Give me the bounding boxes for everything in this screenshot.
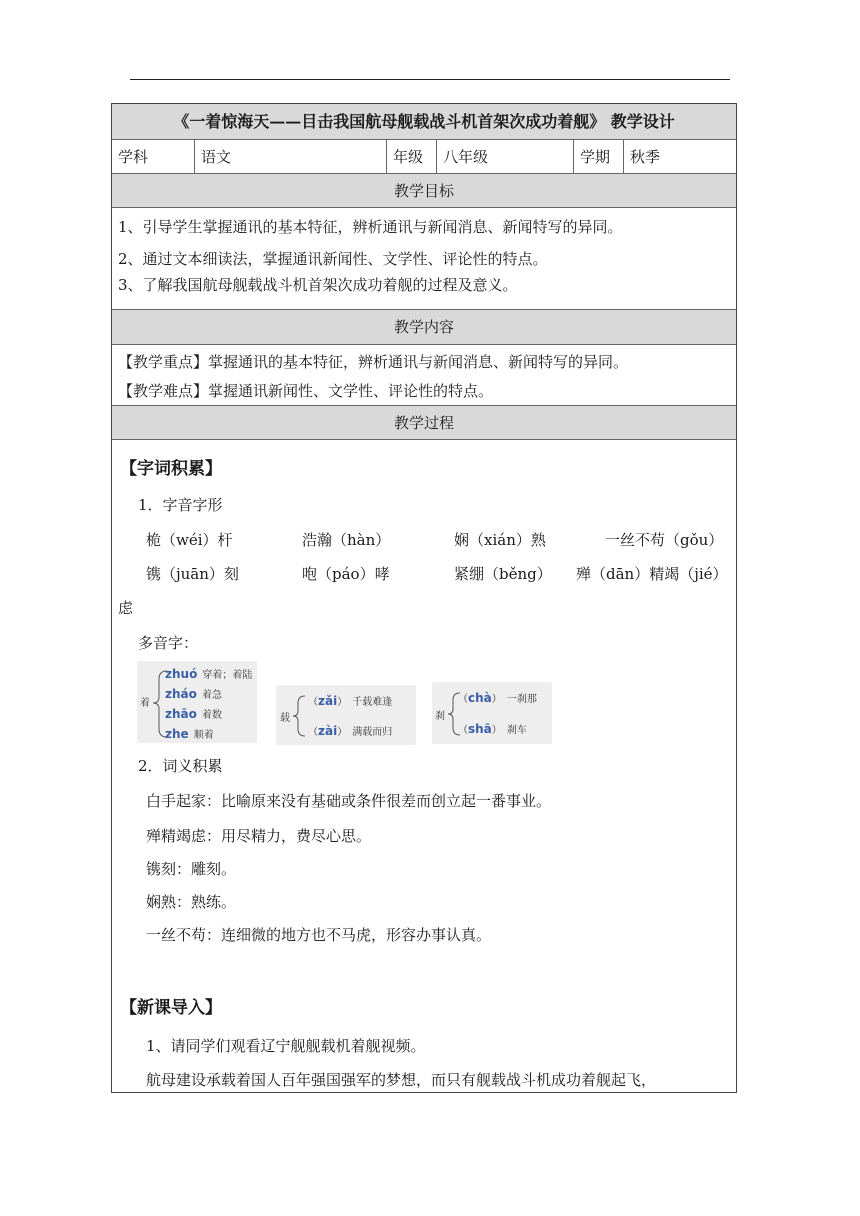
example-word: 满载而归: [352, 727, 393, 738]
polyphone-label: 多音字：: [138, 634, 199, 652]
subject-label: 学科: [112, 140, 195, 174]
polyphone-zai-image: 载 （zǎi） 千载难逢 （zài） 满载而归: [276, 685, 416, 745]
objective-1: 1、引导学生掌握通讯的基本特征，辨析通讯与新闻消息、新闻特写的异同。: [118, 218, 623, 236]
example-word: 一刹那: [506, 694, 537, 705]
example-word: 顺着: [193, 730, 214, 741]
pinyin: zài: [318, 724, 338, 738]
pinyin: zǎi: [318, 694, 338, 708]
pinyin: shā: [468, 722, 492, 736]
word-item: 桅（wéi）杆: [146, 531, 233, 549]
word-item-wrap: 虑: [118, 599, 134, 617]
word-item: 一丝不苟（gǒu）: [605, 531, 724, 549]
subject-value: 语文: [195, 140, 387, 174]
example-word: 刹车: [506, 725, 527, 736]
pinyin: zhuó: [165, 667, 198, 681]
word-item: 浩瀚（hàn）: [302, 531, 391, 549]
pinyin: zhe: [165, 727, 189, 741]
objectives-body: [112, 208, 736, 310]
intro-line-2: 航母建设承载着国人百年强国强军的梦想，而只有舰载战斗机成功着舰起飞，: [146, 1071, 657, 1089]
meaning-item: 殚精竭虑：用尽精力，费尽心思。: [146, 827, 372, 845]
term-label: 学期: [574, 140, 624, 174]
pinyin: zháo: [165, 687, 197, 701]
example-word: 着数: [201, 710, 222, 721]
word-item: 娴（xián）熟: [454, 531, 546, 549]
meaning-item: 白手起家：比喻原来没有基础或条件很差而创立起一番事业。: [146, 792, 552, 810]
brace-icon: [291, 693, 307, 739]
process-body: [112, 440, 736, 1092]
example-word: 着急: [201, 690, 222, 701]
objective-2: 2、通过文本细读法，掌握通讯新闻性、文学性、评论性的特点。: [118, 250, 548, 268]
subheading-pronunciation: 1．字音字形: [138, 496, 223, 514]
lesson-plan-table: [111, 103, 737, 1093]
polyphone-char: 载: [280, 713, 290, 724]
word-item: 紧绷（běng）: [454, 565, 552, 583]
meaning-item: 娴熟：熟练。: [146, 893, 237, 911]
subheading-meaning: 2．词义积累: [138, 757, 223, 775]
content-body: [112, 345, 736, 406]
word-item: 殚（dān）精竭（jié）: [576, 565, 728, 583]
word-item: 咆（páo）哮: [302, 565, 390, 583]
section-new-lesson: 【新课导入】: [120, 998, 222, 1018]
example-word: 穿着；着陆: [202, 670, 253, 681]
polyphone-zhuo-image: [137, 661, 257, 743]
key-point: 【教学重点】掌握通讯的基本特征，辨析通讯与新闻消息、新闻特写的异同。: [118, 353, 629, 371]
section-word-accumulation: 【字词积累】: [120, 459, 222, 479]
process-heading: 教学过程: [112, 406, 736, 440]
polyphone-char: 着: [140, 698, 150, 709]
meaning-item: 一丝不苟：连细微的地方也不马虎，形容办事认真。: [146, 926, 492, 944]
term-value: 秋季: [630, 148, 661, 166]
info-row: [112, 140, 736, 174]
grade-label: 年级: [387, 140, 437, 174]
intro-line-1: 1、请同学们观看辽宁舰舰载机着舰视频。: [146, 1037, 426, 1055]
header-rule: [130, 79, 730, 80]
pinyin: chà: [468, 691, 492, 705]
difficult-point: 【教学难点】掌握通讯新闻性、文学性、评论性的特点。: [118, 382, 494, 400]
objective-3: 3、了解我国航母舰载战斗机首架次成功着舰的过程及意义。: [118, 276, 518, 294]
objectives-heading: 教学目标: [112, 174, 736, 208]
grade-value: 八年级: [437, 140, 574, 174]
polyphone-char: 刹: [435, 711, 445, 722]
pinyin: zhāo: [165, 707, 197, 721]
content-heading: 教学内容: [112, 310, 736, 345]
example-word: 千载难逢: [352, 697, 393, 708]
word-item: 镌（juān）刻: [146, 565, 239, 583]
polyphone-cha-image: 刹 （chà） 一刹那 （shā） 刹车: [432, 682, 552, 744]
lesson-title: 《一着惊海天——目击我国航母舰载战斗机首架次成功着舰》 教学设计: [112, 104, 736, 140]
meaning-item: 镌刻：雕刻。: [146, 860, 237, 878]
